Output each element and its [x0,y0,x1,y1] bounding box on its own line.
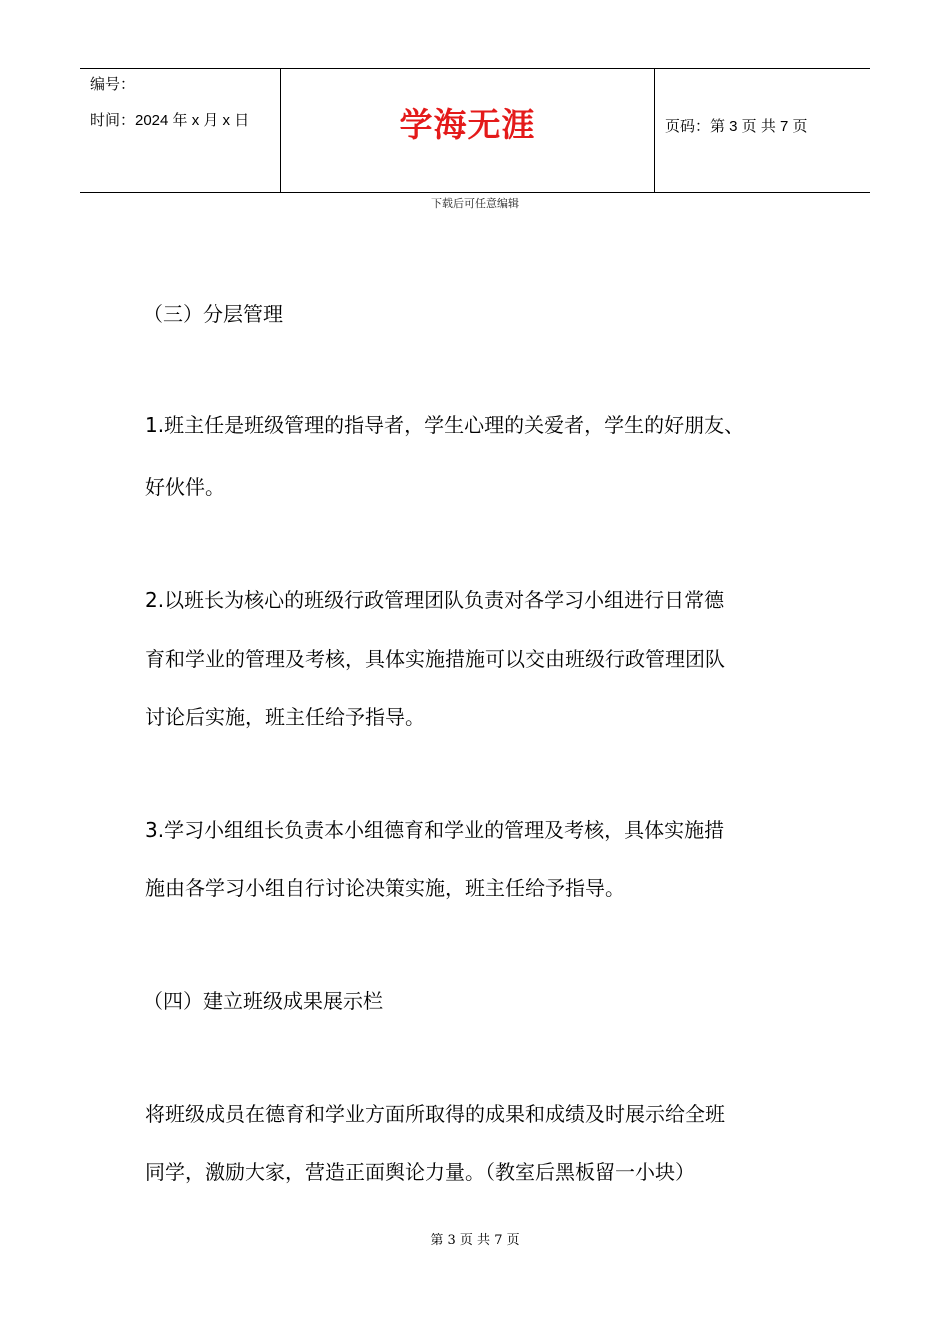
header-middle-cell [281,69,655,192]
item-2-line-3: 讨论后实施，班主任给予指导。 [145,705,425,729]
time-label: 时间：2024 年 x 月 x 日 [90,112,250,129]
item-2-line-1: 2.以班长为核心的班级行政管理团队负责对各学习小组进行日常德 [145,588,725,612]
section-3-heading: （三）分层管理 [143,302,283,326]
header-table [80,68,870,193]
header-right-cell [655,69,870,192]
page-number-label: 页码：第 3 页 共 7 页 [665,118,808,135]
header-left-cell [80,69,281,192]
paragraph-line-1: 将班级成员在德育和学业方面所取得的成果和成绩及时展示给全班 [145,1102,725,1126]
item-1-line-2: 好伙伴。 [145,475,225,499]
item-1-line-1: 1.班主任是班级管理的指导者，学生心理的关爱者，学生的好朋友、 [145,413,745,437]
section-4-heading: （四）建立班级成果展示栏 [143,989,383,1013]
serial-label: 编号： [90,76,136,93]
item-3-line-1: 3.学习小组组长负责本小组德育和学业的管理及考核，具体实施措 [145,818,725,842]
edit-note: 下载后可任意编辑 [431,197,519,210]
item-3-line-2: 施由各学习小组自行讨论决策实施，班主任给予指导。 [145,876,625,900]
page-footer: 第 3 页 共 7 页 [430,1233,520,1248]
paragraph-line-2: 同学，激励大家，营造正面舆论力量。（教室后黑板留一小块） [145,1160,695,1184]
item-2-line-2: 育和学业的管理及考核，具体实施措施可以交由班级行政管理团队 [145,647,725,671]
brand-title: 学海无涯 [399,105,536,144]
